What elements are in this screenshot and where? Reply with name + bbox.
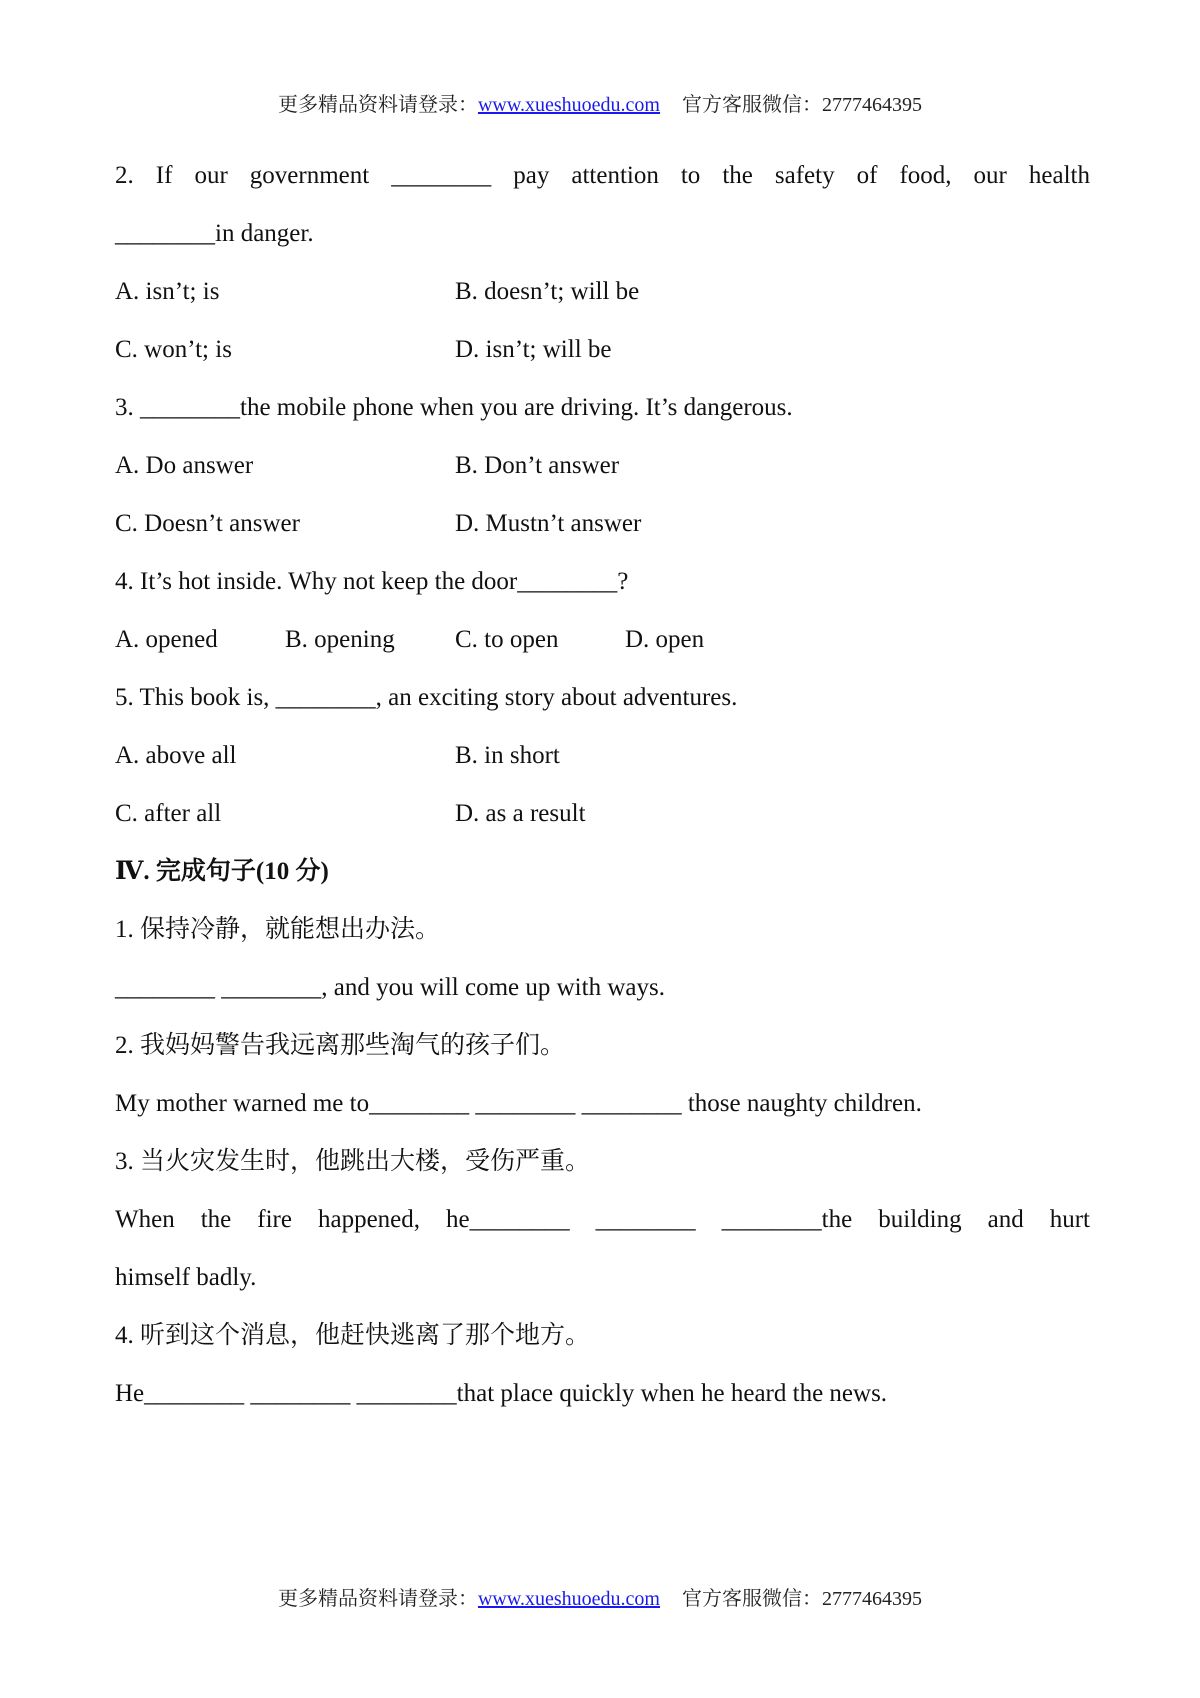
q2-option-b: B. doesn’t; will be (455, 278, 640, 305)
q5-option-b: B. in short (455, 742, 560, 769)
q4-option-b: B. opening (285, 626, 395, 653)
s4-item3-english: When the fire happened, he________ ________ ________the building and hurt (115, 1206, 1090, 1233)
s4-item1-english: ________ ________, and you will come up with ways. (115, 974, 665, 1001)
section4-heading: Ⅳ. 完成句子(10 分) (115, 858, 329, 885)
q3-option-b: B. Don’t answer (455, 452, 620, 479)
q2-options-row1 (115, 277, 640, 307)
q5-options-row1 (115, 741, 560, 771)
q4-stem: 4. It’s hot inside. Why not keep the door________? (115, 568, 629, 595)
q2-options-row2 (115, 335, 612, 365)
q5-option-d: D. as a result (455, 800, 586, 827)
s4-item3-chinese: 3. 当火灾发生时，他跳出大楼，受伤严重。 (115, 1148, 591, 1175)
s4-item3-english-cont: himself badly. (115, 1264, 257, 1291)
q2-option-a: A. isn’t; is (115, 278, 220, 305)
s4-item4-chinese: 4. 听到这个消息，他赶快逃离了那个地方。 (115, 1322, 591, 1349)
q4-option-c: C. to open (455, 626, 559, 653)
q2-option-d: D. isn’t; will be (455, 336, 612, 363)
q3-option-a: A. Do answer (115, 452, 254, 479)
page-footer (0, 1582, 1200, 1611)
s4-item4-english: He________ ________ ________that place quickly when he heard the news. (115, 1380, 888, 1407)
q3-options-row1 (115, 451, 620, 481)
header-label: 更多精品资料请登录： (277, 94, 478, 116)
q5-stem: 5. This book is, ________, an exciting story about adventures. (115, 684, 738, 711)
footer-service: 官方客服微信：2777464395 (682, 1588, 922, 1610)
s4-item1-chinese: 1. 保持冷静，就能想出办法。 (115, 916, 441, 943)
s4-item2-chinese: 2. 我妈妈警告我远离那些淘气的孩子们。 (115, 1032, 566, 1059)
q2-stem-line1: 2. If our government ________ pay attention to the safety of food, our health (115, 162, 1090, 189)
q2-stem-line2: ________in danger. (115, 220, 314, 247)
s4-item2-english: My mother warned me to________ ________ ________ those naughty children. (115, 1090, 922, 1117)
footer-label: 更多精品资料请登录： (277, 1588, 478, 1610)
q3-stem: 3. ________the mobile phone when you are driving. It’s dangerous. (115, 394, 793, 421)
q3-option-c: C. Doesn’t answer (115, 510, 300, 537)
q5-options-row2 (115, 799, 586, 829)
q3-option-d: D. Mustn’t answer (455, 510, 642, 537)
q2-option-c: C. won’t; is (115, 336, 232, 363)
header-service: 官方客服微信：2777464395 (682, 94, 922, 116)
q4-option-a: A. opened (115, 626, 218, 653)
q4-option-d: D. open (625, 626, 705, 653)
header-link[interactable]: www.xueshuoedu.com (477, 94, 660, 116)
q5-option-a: A. above all (115, 742, 237, 769)
footer-link[interactable]: www.xueshuoedu.com (477, 1588, 660, 1610)
q5-option-c: C. after all (115, 800, 222, 827)
q3-options-row2 (115, 509, 642, 539)
page-header (0, 88, 1200, 117)
